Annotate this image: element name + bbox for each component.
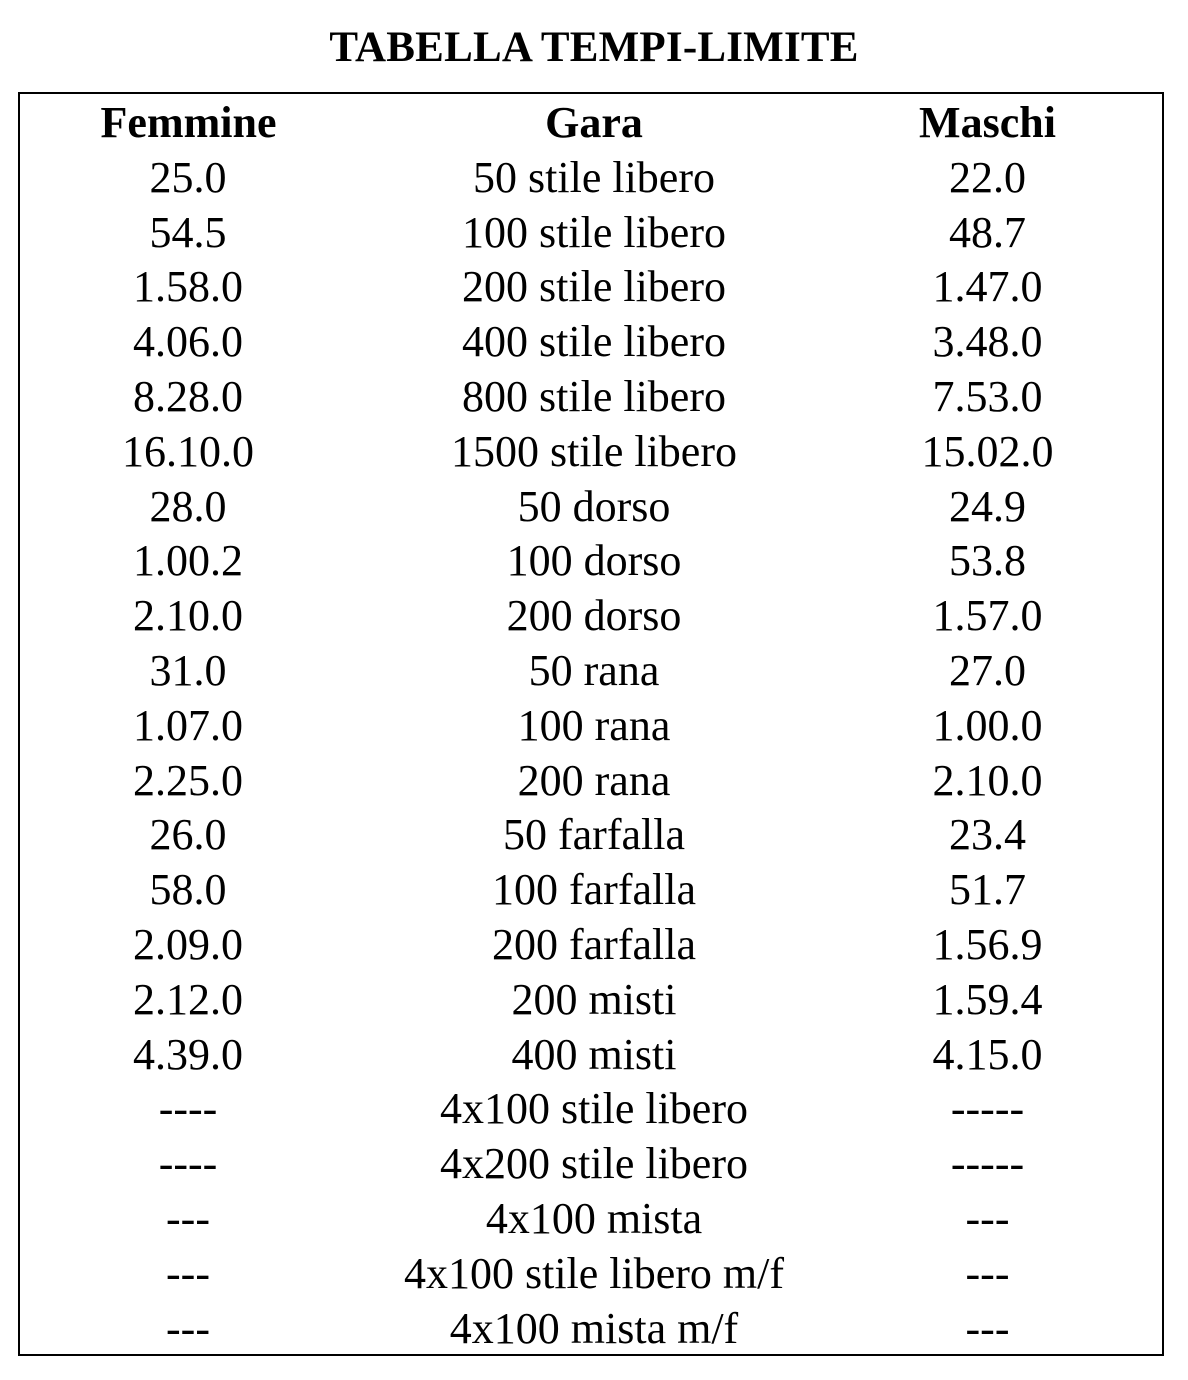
event-name: 200 stile libero <box>462 262 726 312</box>
event-name: 4x100 stile libero m/f <box>403 1248 785 1298</box>
maschi-time: ----- <box>950 1139 1025 1189</box>
table-row <box>20 699 1166 754</box>
maschi-time: ----- <box>950 1084 1025 1134</box>
event-name: 4x100 mista <box>485 1193 703 1243</box>
event-name: 200 dorso <box>506 591 682 641</box>
table-row <box>20 480 1166 535</box>
event-name: 100 stile libero <box>462 207 726 257</box>
event-name: 200 rana <box>517 755 671 805</box>
femmine-time: --- <box>166 1303 210 1353</box>
table-body <box>20 151 1166 1357</box>
maschi-time: --- <box>965 1193 1010 1243</box>
femmine-time: 1.58.0 <box>133 262 243 312</box>
maschi-time: 23.4 <box>949 810 1026 860</box>
event-name: 4x100 mista m/f <box>449 1303 739 1353</box>
femmine-time: 54.5 <box>149 207 227 257</box>
maschi-time: 53.8 <box>949 536 1026 586</box>
femmine-time: 28.0 <box>149 481 227 531</box>
table-row <box>20 754 1166 809</box>
event-name: 200 misti <box>511 974 677 1024</box>
maschi-time: 1.57.0 <box>932 591 1043 641</box>
time-limits-table-frame <box>18 92 1164 1356</box>
femmine-time: --- <box>166 1193 210 1243</box>
event-name: 200 farfalla <box>492 919 696 969</box>
maschi-time: 1.56.9 <box>932 919 1043 969</box>
table-row <box>20 151 1166 206</box>
maschi-time: 4.15.0 <box>932 1029 1043 1079</box>
table-row <box>20 808 1166 863</box>
table-row <box>20 370 1166 425</box>
event-name: 50 dorso <box>517 481 671 531</box>
table-row <box>20 644 1166 699</box>
maschi-time: --- <box>965 1303 1010 1353</box>
femmine-time: 4.39.0 <box>133 1029 243 1079</box>
maschi-time: 2.10.0 <box>932 755 1043 805</box>
table-row <box>20 260 1166 315</box>
column-header-femmine: Femmine <box>100 98 277 147</box>
event-name: 400 misti <box>511 1029 677 1079</box>
event-name: 100 rana <box>517 700 671 750</box>
maschi-time: 15.02.0 <box>921 426 1054 476</box>
table-row <box>20 206 1166 261</box>
femmine-time: 26.0 <box>149 810 227 860</box>
event-name: 4x200 stile libero <box>440 1139 748 1189</box>
femmine-time: 2.12.0 <box>133 974 243 1024</box>
header-row <box>20 96 1166 151</box>
table-row <box>20 589 1166 644</box>
maschi-time: 1.59.4 <box>932 974 1043 1024</box>
table-row <box>20 863 1166 918</box>
femmine-time: 1.07.0 <box>133 700 243 750</box>
maschi-time: 27.0 <box>949 645 1026 695</box>
femmine-time: 8.28.0 <box>133 371 243 421</box>
column-header-maschi: Maschi <box>919 98 1056 147</box>
table-row <box>20 315 1166 370</box>
event-name: 50 stile libero <box>473 152 715 202</box>
event-name: 50 rana <box>528 645 660 695</box>
femmine-time: 2.09.0 <box>133 919 243 969</box>
table-row <box>20 1082 1166 1137</box>
femmine-time: ---- <box>158 1139 218 1189</box>
femmine-time: ---- <box>158 1084 218 1134</box>
table-row <box>20 1028 1166 1083</box>
event-name: 400 stile libero <box>462 317 726 367</box>
femmine-time: 2.25.0 <box>133 755 243 805</box>
femmine-time: 58.0 <box>149 865 227 915</box>
table-row <box>20 973 1166 1028</box>
maschi-time: 3.48.0 <box>932 317 1043 367</box>
maschi-time: 48.7 <box>949 207 1026 257</box>
table-row <box>20 534 1166 589</box>
table-row <box>20 1137 1166 1192</box>
time-limits-table <box>20 96 1166 1356</box>
event-name: 800 stile libero <box>462 371 726 421</box>
maschi-time: 51.7 <box>949 865 1026 915</box>
event-name: 100 farfalla <box>492 865 696 915</box>
page-title: TABELLA TEMPI-LIMITE <box>329 24 859 71</box>
table-row <box>20 918 1166 973</box>
femmine-time: 1.00.2 <box>133 536 243 586</box>
table-row <box>20 1247 1166 1302</box>
event-name: 100 dorso <box>506 536 682 586</box>
maschi-time: --- <box>965 1248 1010 1298</box>
femmine-time: 4.06.0 <box>133 317 243 367</box>
event-name: 1500 stile libero <box>451 426 737 476</box>
femmine-time: 16.10.0 <box>122 426 254 476</box>
maschi-time: 1.00.0 <box>932 700 1043 750</box>
femmine-time: 2.10.0 <box>133 591 243 641</box>
maschi-time: 22.0 <box>949 152 1026 202</box>
event-name: 4x100 stile libero <box>440 1084 748 1134</box>
table-row <box>20 425 1166 480</box>
maschi-time: 24.9 <box>949 481 1026 531</box>
maschi-time: 1.47.0 <box>932 262 1043 312</box>
femmine-time: --- <box>166 1248 210 1298</box>
femmine-time: 25.0 <box>149 152 227 202</box>
table-row <box>20 1192 1166 1247</box>
event-name: 50 farfalla <box>503 810 685 860</box>
column-header-gara: Gara <box>545 98 643 147</box>
table-row <box>20 1302 1166 1357</box>
femmine-time: 31.0 <box>149 645 227 695</box>
maschi-time: 7.53.0 <box>932 371 1043 421</box>
